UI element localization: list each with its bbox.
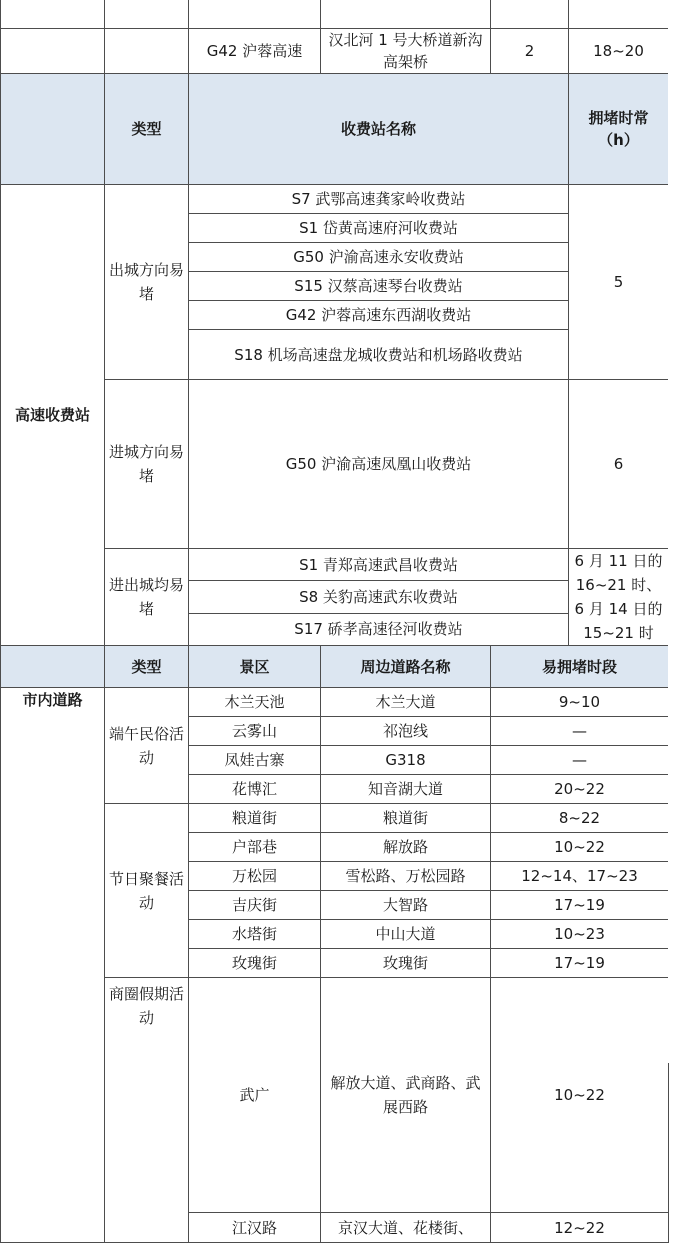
place-name: 汉北河 1 号大桥道新沟高架桥 — [321, 29, 491, 74]
roads: 玫瑰街 — [321, 949, 491, 978]
hours: 6 — [569, 380, 669, 549]
header-blank — [1, 646, 105, 688]
roads: 中山大道 — [321, 920, 491, 949]
empty-cell — [1, 0, 105, 29]
empty-cell — [569, 0, 669, 29]
table-row — [1, 0, 669, 29]
header-station: 收费站名称 — [189, 74, 569, 185]
city-section-title: 市内道路 — [1, 688, 105, 1243]
spot: 凤娃古寨 — [189, 746, 321, 775]
city-group-type: 节日聚餐活动 — [105, 804, 189, 978]
period: 10~22 — [491, 833, 669, 862]
page-edge — [668, 0, 677, 1063]
roads: G318 — [321, 746, 491, 775]
hours: 5 — [569, 185, 669, 380]
empty-cell — [321, 0, 491, 29]
spot: 花博汇 — [189, 775, 321, 804]
period: 12~14、17~23 — [491, 862, 669, 891]
header-hours: 拥堵时常（h） — [569, 74, 669, 185]
header-period: 易拥堵时段 — [491, 646, 669, 688]
empty-cell — [105, 0, 189, 29]
spot: 万松园 — [189, 862, 321, 891]
roads: 解放路 — [321, 833, 491, 862]
spot: 水塔街 — [189, 920, 321, 949]
toll-group-type: 进城方向易堵 — [105, 380, 189, 549]
period: 8~22 — [491, 804, 669, 833]
period: 18~20 — [569, 29, 669, 74]
road-name: G42 沪蓉高速 — [189, 29, 321, 74]
header-type: 类型 — [105, 646, 189, 688]
station-name: S1 青郑高速武昌收费站 — [189, 549, 569, 581]
spot: 木兰天池 — [189, 688, 321, 717]
spot: 户部巷 — [189, 833, 321, 862]
roads: 雪松路、万松园路 — [321, 862, 491, 891]
table-row — [1, 185, 669, 214]
station-name: G50 沪渝高速凤凰山收费站 — [189, 380, 569, 549]
spot: 吉庆街 — [189, 891, 321, 920]
roads: 知音湖大道 — [321, 775, 491, 804]
empty-cell — [189, 0, 321, 29]
period: 9~10 — [491, 688, 669, 717]
city-header-row — [1, 646, 669, 688]
table-row — [1, 29, 669, 74]
station-name: S17 硚孝高速径河收费站 — [189, 613, 569, 645]
station-name: G42 沪蓉高速东西湖收费站 — [189, 301, 569, 330]
header-roads: 周边道路名称 — [321, 646, 491, 688]
hours: 2 — [491, 29, 569, 74]
toll-group-type: 进出城均易堵 — [105, 549, 189, 646]
header-spot: 景区 — [189, 646, 321, 688]
city-group-type: 端午民俗活动 — [105, 688, 189, 804]
empty-cell — [1, 29, 105, 74]
city-group-type: 商圈假期活动 — [105, 978, 189, 1243]
roads: 粮道街 — [321, 804, 491, 833]
toll-header-row — [1, 74, 669, 185]
empty-cell — [491, 0, 569, 29]
toll-group-type: 出城方向易堵 — [105, 185, 189, 380]
spot: 玫瑰街 — [189, 949, 321, 978]
spot: 武广 — [189, 978, 321, 1213]
roads: 京汉大道、花楼街、 — [321, 1213, 491, 1243]
empty-cell — [105, 29, 189, 74]
period: 6 月 11 日的 16~21 时、6 月 14 日的 15~21 时 — [569, 549, 669, 646]
spot: 江汉路 — [189, 1213, 321, 1243]
table-row — [1, 688, 669, 717]
roads: 大智路 — [321, 891, 491, 920]
station-name: S1 岱黄高速府河收费站 — [189, 214, 569, 243]
period: 17~19 — [491, 949, 669, 978]
period: 10~22 — [491, 978, 669, 1213]
period: — — [491, 746, 669, 775]
roads: 祁泡线 — [321, 717, 491, 746]
period: 12~22 — [491, 1213, 669, 1243]
period: 20~22 — [491, 775, 669, 804]
station-name: S18 机场高速盘龙城收费站和机场路收费站 — [189, 330, 569, 380]
station-name: S15 汉蔡高速琴台收费站 — [189, 272, 569, 301]
station-name: G50 沪渝高速永安收费站 — [189, 243, 569, 272]
roads: 解放大道、武商路、武展西路 — [321, 978, 491, 1213]
period: — — [491, 717, 669, 746]
period: 10~23 — [491, 920, 669, 949]
spot: 粮道街 — [189, 804, 321, 833]
period: 17~19 — [491, 891, 669, 920]
header-blank — [1, 74, 105, 185]
spot: 云雾山 — [189, 717, 321, 746]
station-name: S7 武鄂高速龚家岭收费站 — [189, 185, 569, 214]
station-name: S8 关豹高速武东收费站 — [189, 581, 569, 613]
header-type: 类型 — [105, 74, 189, 185]
toll-section-title: 高速收费站 — [1, 185, 105, 646]
roads: 木兰大道 — [321, 688, 491, 717]
